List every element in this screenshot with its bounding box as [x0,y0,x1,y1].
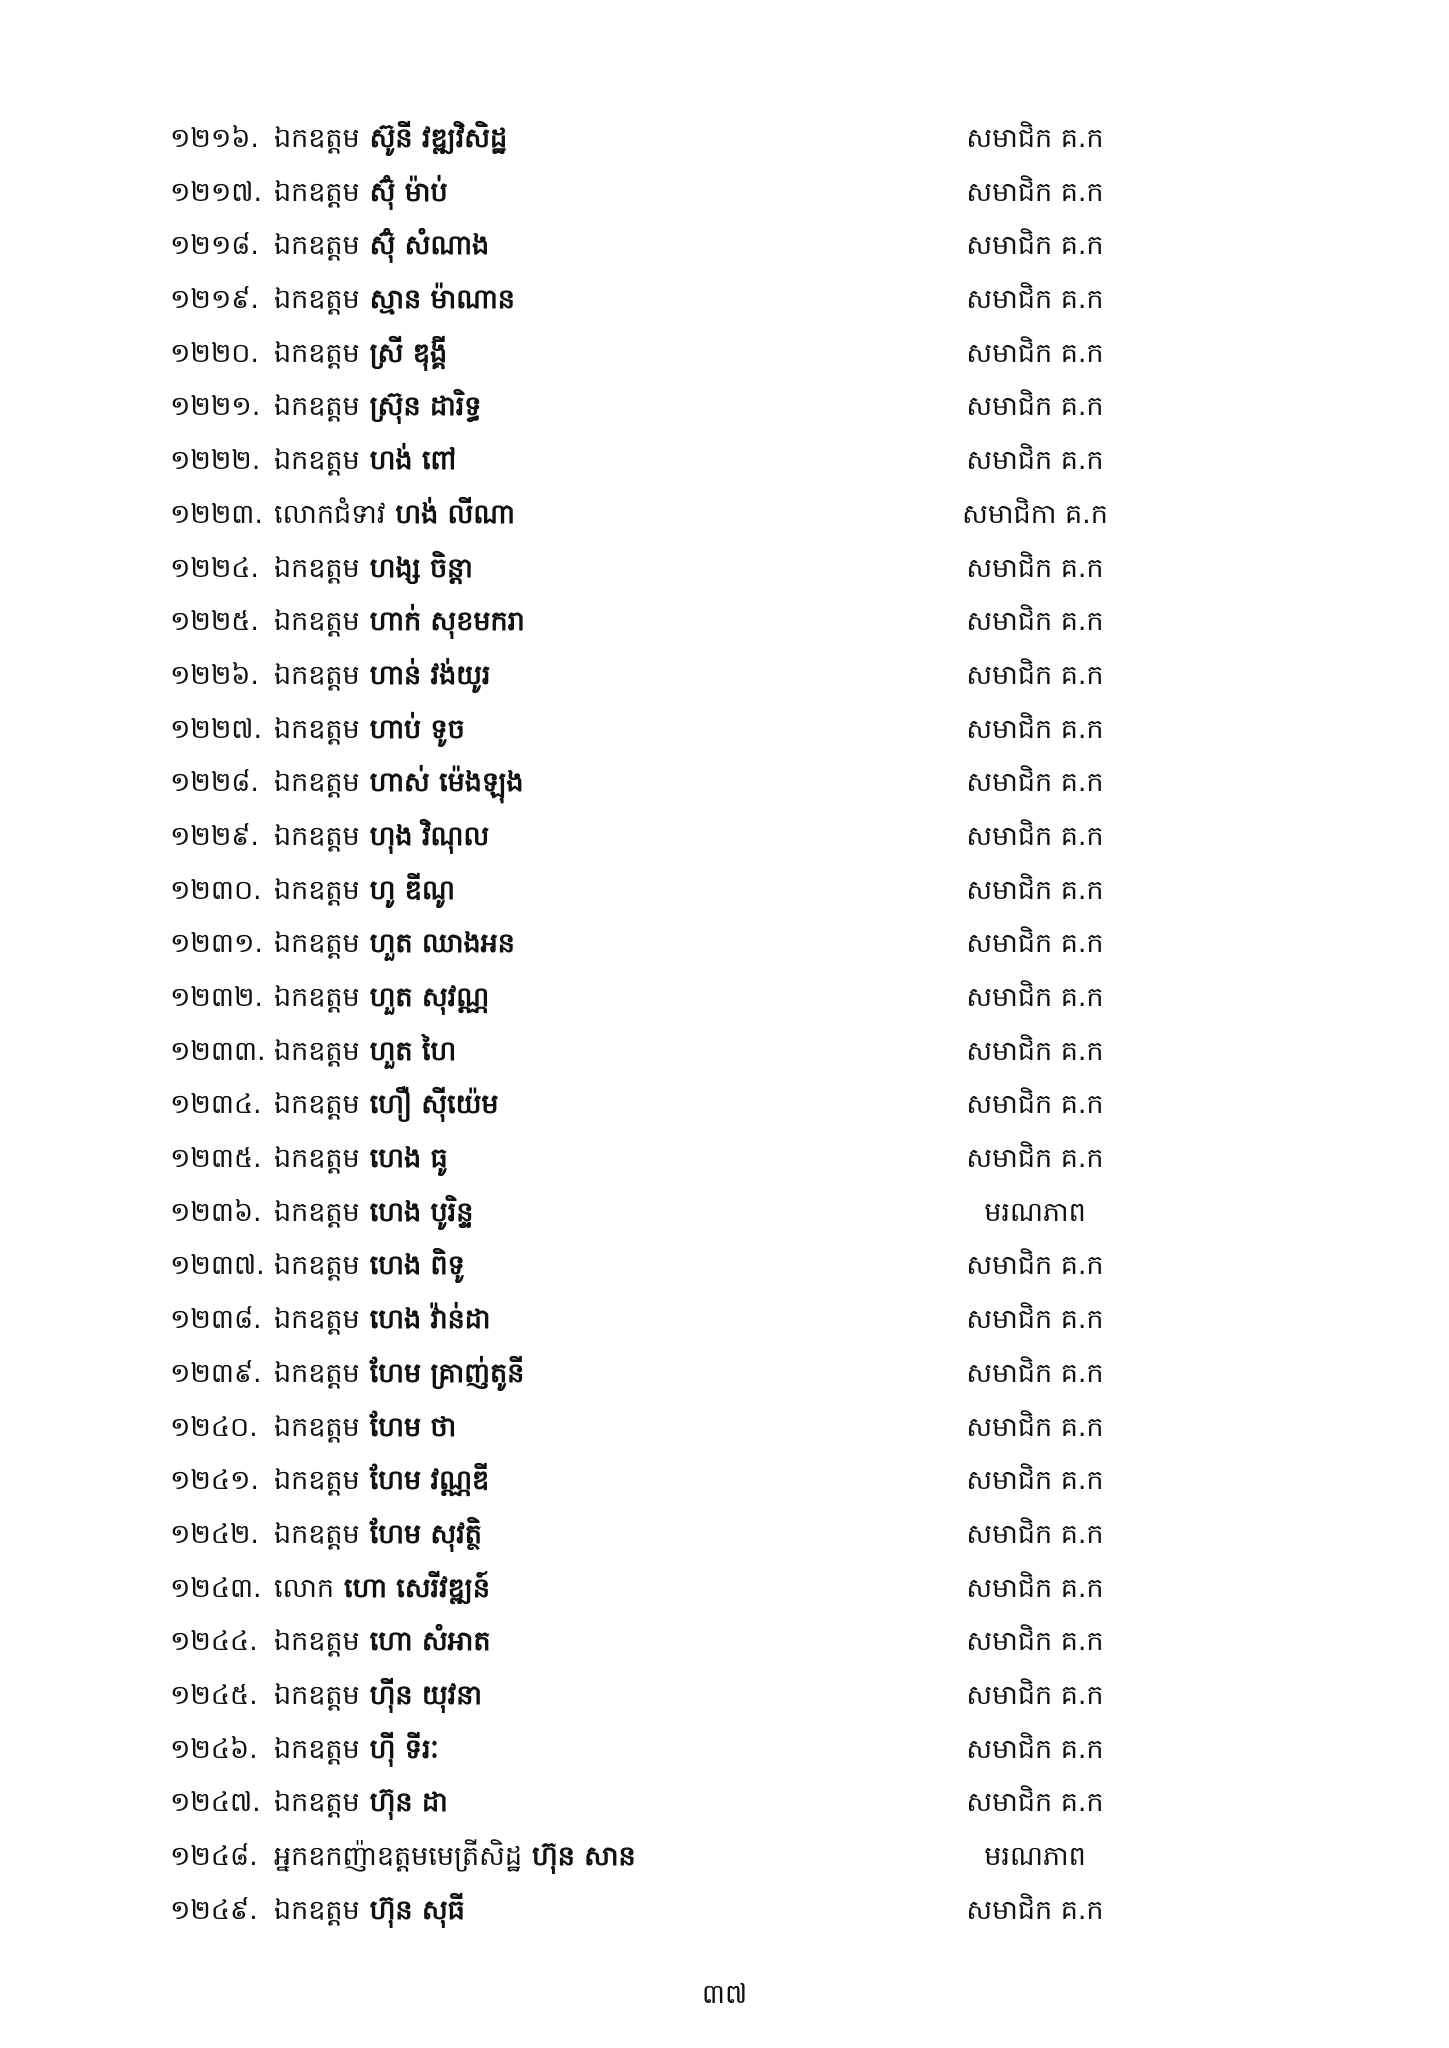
entry-status: សមាជិក គ.ក [966,1787,1104,1819]
entry-name: ស៊ុំ សំណាង [369,230,490,262]
entry-name: ហែម វណ្ណឌី [369,1465,490,1497]
entry-title: ឯកឧត្តម [274,1143,360,1175]
list-item [170,1347,1170,1401]
entry-number: ១២២៣. [170,498,263,530]
entry-number: ១២៣២. [170,982,263,1013]
entry-title: ឯកឧត្តម [274,552,360,584]
list-item [170,488,1170,542]
entry-status: សមាជិក គ.ក [966,1626,1104,1658]
entry-name: ហ៊ីន យុវនា [369,1679,482,1711]
list-item [170,1078,1170,1132]
entry-number: ១២៤២. [170,1518,260,1550]
entry-number: ១២៤១. [170,1465,260,1497]
entry-status: សមាជិក គ.ក [966,1518,1104,1550]
entry-number: ១២៣៨. [170,1304,262,1336]
entry-number: ១២៣៦. [170,1196,262,1228]
entry-number: ១២១៨. [170,230,260,262]
entry-title: ឯកឧត្តម [274,1304,360,1336]
list-item [170,1723,1170,1777]
entry-name: ហាន់ វង់យូរ [369,659,491,691]
entry-name: ស្រី ឌុង្គី [369,337,448,369]
entry-status: សមាជិកា គ.ក [962,498,1108,530]
entry-number: ១២៤៨. [170,1841,258,1872]
entry-status: សមាជិក គ.ក [966,1679,1104,1711]
entry-name: ហេង ពិទូ [369,1250,465,1282]
entry-name: ហោ សំអាត [369,1626,491,1658]
entry-title: ឯកឧត្តម [274,874,360,906]
entry-name: ហោ សេរីវឌ្ឍន៍ [344,1572,490,1604]
entry-name: ហ៊ុន សុធី [369,1894,465,1926]
entry-name: ហង្ស ចិន្តា [369,552,473,584]
entry-name: ហ៊ី ទីរៈ [369,1733,439,1765]
entry-number: ១២៣៥. [170,1143,262,1175]
entry-name: ហង់ លីណា [395,498,515,530]
entry-number: ១២៣០. [170,874,262,906]
entry-title: ឯកឧត្តម [274,713,360,745]
entry-status: សមាជិក គ.ក [966,445,1104,477]
entry-number: ១២២៩. [170,820,260,852]
entry-title: ឯកឧត្តម [274,123,360,154]
list-item [170,917,1170,971]
entry-name: ហុង វិណុល [369,820,490,852]
entry-title: ឯកឧត្តម [274,1465,360,1497]
entry-status: សមាជិក គ.ក [966,1304,1104,1336]
entry-name: ហាស់ ម៉េងឡុង [369,767,524,799]
entry-status: សមាជិក គ.ក [966,391,1104,423]
entry-title: ឯកឧត្តម [274,1089,360,1121]
entry-status: សមាជិក គ.ក [966,659,1104,691]
entry-number: ១២៣៧. [170,1250,265,1282]
entry-title: ឯកឧត្តម [274,1411,360,1443]
entry-title: ឯកឧត្តម [274,176,360,208]
entry-name: ហឿ ស៊ីយ៉េម [369,1089,499,1121]
entry-name: ហែម គ្រាញ់តូនី [369,1357,525,1389]
entry-name: ហេង ធូ [369,1143,448,1175]
entry-number: ១២១៦. [170,123,260,154]
list-item [170,1186,1170,1240]
entry-status: សមាជិក គ.ក [966,820,1104,852]
entry-number: ១២៤៣. [170,1572,262,1604]
entry-title: ឯកឧត្តម [274,1733,360,1765]
entry-number: ១២២០. [170,337,260,369]
entry-status: សមាជិក គ.ក [966,1089,1104,1121]
entry-status: សមាជិក គ.ក [966,1411,1104,1443]
entry-name: ហែម សុវត្ថិ [369,1518,482,1550]
entry-name: ស៊ុំ ម៉ាប់ [369,176,448,208]
member-list [170,112,1170,1937]
entry-status: សមាជិក គ.ក [966,230,1104,262]
entry-name: ហ៊ុន ដា [369,1787,448,1819]
entry-name: ហួត ហៃ [369,1035,457,1067]
entry-name: ហេង បូរិន្ទ [369,1196,474,1228]
list-item [170,810,1170,864]
list-item [170,1615,1170,1669]
entry-title: ឯកឧត្តម [274,1035,360,1067]
entry-status: សមាជិក គ.ក [966,1465,1104,1497]
list-item [170,219,1170,273]
list-item [170,1401,1170,1455]
entry-status: សមាជិក គ.ក [966,1572,1104,1604]
list-item [170,1132,1170,1186]
entry-title: ឯកឧត្តម [274,767,360,799]
entry-title: លោកជំទាវ [274,498,386,530]
entry-title: ឯកឧត្តម [274,1626,360,1658]
entry-name: ស្រ៊ុន ដារិទ្ធ [369,391,482,423]
entry-number: ១២៤៦. [170,1733,258,1765]
entry-number: ១២៤៥. [170,1679,258,1711]
entry-status: សមាជិក គ.ក [966,1250,1104,1282]
entry-status: សមាជិក គ.ក [966,123,1104,154]
entry-status: សមាជិក គ.ក [966,1357,1104,1389]
list-item [170,703,1170,757]
entry-number: ១២១៧. [170,176,263,208]
entry-status: សមាជិក គ.ក [966,767,1104,799]
entry-name: ហាប់ ទូច [369,713,465,745]
entry-title: ឯកឧត្តម [274,337,360,369]
entry-status: សមាជិក គ.ក [966,1035,1104,1067]
entry-number: ១២២៤. [170,552,260,584]
list-item [170,273,1170,327]
entry-status: សមាជិក គ.ក [966,1894,1104,1926]
entry-title: លោក [274,1572,334,1604]
entry-name: ហួត សុវណ្ណ [369,982,490,1013]
entry-status: សមាជិក គ.ក [966,713,1104,745]
list-item [170,112,1170,166]
entry-title: ឯកឧត្តម [274,1196,360,1228]
list-item [170,327,1170,381]
entry-number: ១២២៦. [170,659,260,691]
entry-name: ហង់ ពៅ [369,445,457,477]
entry-name: ស្មាន ម៉ាណាន [369,284,515,316]
entry-status: មរណភាព [984,1196,1086,1228]
entry-number: ១២២៧. [170,713,263,745]
entry-title: ឯកឧត្តម [274,1357,360,1389]
entry-title: ឯកឧត្តម [274,1250,360,1282]
entry-status: សមាជិក គ.ក [966,1733,1104,1765]
entry-name: ស៊ូនី វឌ្ឍវិសិដ្ឋ [369,123,508,154]
entry-name: ហាក់ សុខមករា [369,606,525,638]
entry-number: ១២២១. [170,391,261,423]
entry-title: ឯកឧត្តម [274,445,360,477]
entry-title: ឯកឧត្តម [274,1518,360,1550]
entry-status: សមាជិក គ.ក [966,928,1104,960]
entry-title: ឯកឧត្តម [274,982,360,1013]
list-item [170,1884,1170,1938]
list-item [170,1508,1170,1562]
entry-number: ១២២២. [170,445,261,477]
list-item [170,1776,1170,1830]
entry-title: ឯកឧត្តម [274,1787,360,1819]
list-item [170,166,1170,220]
list-item [170,1239,1170,1293]
entry-status: សមាជិក គ.ក [966,982,1104,1013]
entry-number: ១២២៨. [170,767,260,799]
list-item [170,1293,1170,1347]
entry-title: ឯកឧត្តម [274,928,360,960]
list-item [170,1562,1170,1616]
entry-number: ១២២៥. [170,606,260,638]
list-item [170,542,1170,596]
entry-number: ១២៤៧. [170,1787,261,1819]
entry-number: ១២១៩. [170,284,260,316]
entry-status: សមាជិក គ.ក [966,874,1104,906]
entry-number: ១២៤០. [170,1411,258,1443]
list-item [170,1025,1170,1079]
list-item [170,864,1170,918]
entry-name: ហ៊ុន សាន [531,1841,636,1872]
entry-number: ១២៤៩. [170,1894,258,1926]
entry-title: ឯកឧត្តម [274,606,360,638]
list-item [170,434,1170,488]
entry-number: ១២៣១. [170,928,263,960]
entry-title: អ្នកឧកញ៉ាឧត្តមមេត្រីសិដ្ឋ [274,1841,522,1872]
list-item [170,1830,1170,1884]
entry-status: សមាជិក គ.ក [966,176,1104,208]
entry-number: ១២៤៤. [170,1626,258,1658]
entry-title: ឯកឧត្តម [274,230,360,262]
list-item [170,1454,1170,1508]
entry-title: ឯកឧត្តម [274,820,360,852]
list-item [170,649,1170,703]
list-item [170,971,1170,1025]
entry-title: ឯកឧត្តម [274,284,360,316]
entry-status: សមាជិក គ.ក [966,606,1104,638]
list-item [170,380,1170,434]
entry-number: ១២៣៤. [170,1089,262,1121]
entry-name: ហួត ឈាងអន [369,928,515,960]
entry-title: ឯកឧត្តម [274,391,360,423]
entry-status: សមាជិក គ.ក [966,552,1104,584]
entry-name: ហេង វ៉ាន់ដា [369,1304,491,1336]
list-item [170,1669,1170,1723]
entry-status: សមាជិក គ.ក [966,337,1104,369]
entry-number: ១២៣៩. [170,1357,262,1389]
entry-name: ហែម ថា [369,1411,457,1443]
entry-status: សមាជិក គ.ក [966,284,1104,316]
page-number: ៣៧ [701,1979,748,2010]
entry-title: ឯកឧត្តម [274,1679,360,1711]
entry-number: ១២៣៣. [170,1035,266,1067]
list-item [170,595,1170,649]
entry-status: មរណភាព [984,1841,1086,1872]
list-item [170,756,1170,810]
entry-status: សមាជិក គ.ក [966,1143,1104,1175]
entry-title: ឯកឧត្តម [274,659,360,691]
entry-name: ហូ ឌីណូ [369,874,455,906]
entry-title: ឯកឧត្តម [274,1894,360,1926]
